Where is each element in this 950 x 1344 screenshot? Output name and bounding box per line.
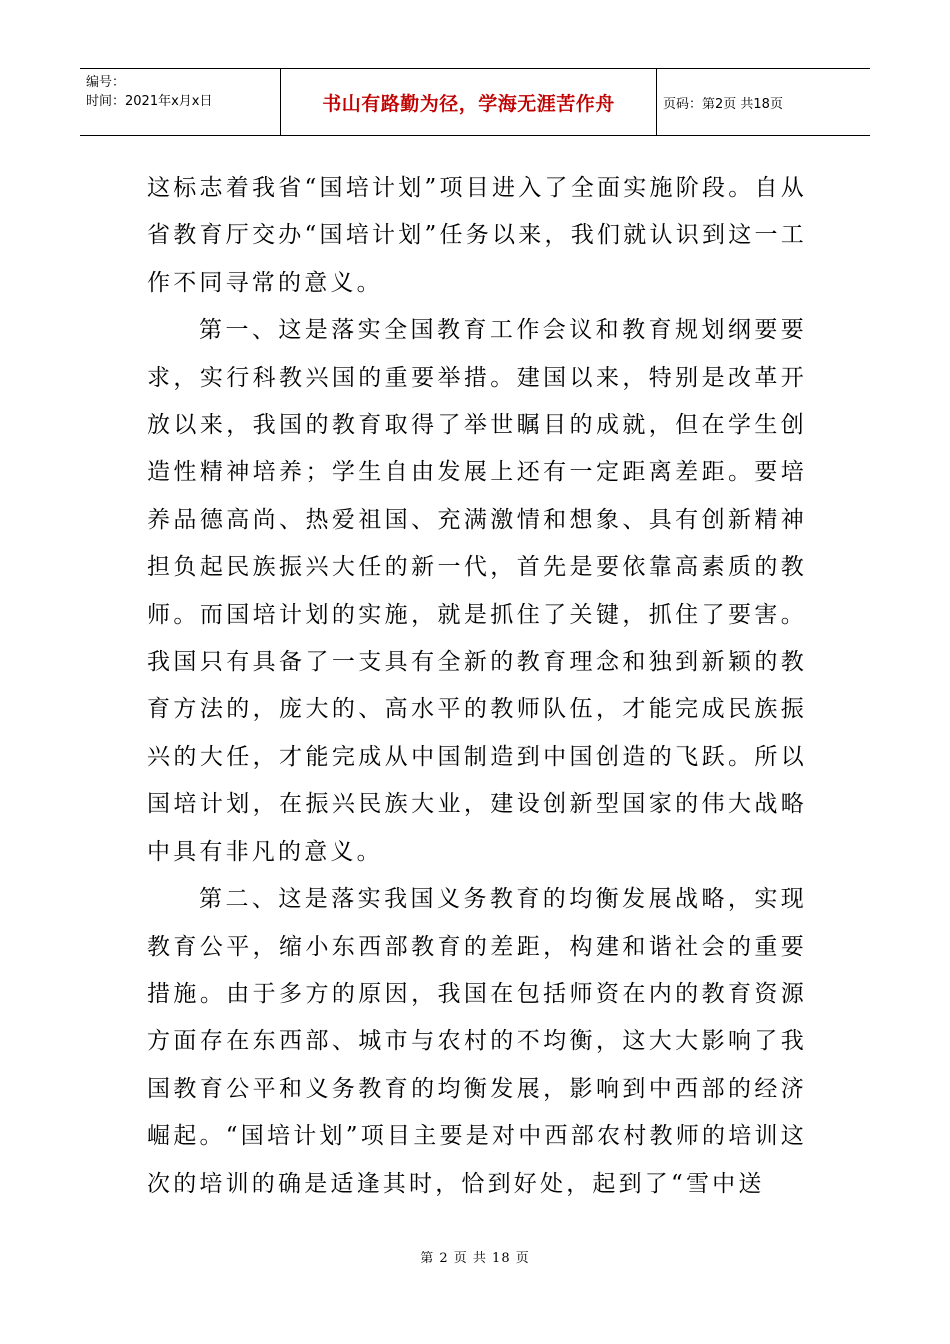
document-date-label: 时间：2021年x月x日 — [86, 94, 213, 109]
header-motto: 书山有路勤为径，学海无涯苦作舟 — [281, 69, 657, 135]
page-footer: 第 2 页 共 18 页 — [420, 1251, 530, 1266]
page-header — [80, 68, 870, 136]
header-meta — [80, 69, 281, 135]
body-paragraph-second-point: 第二、这是落实我国义务教育的均衡发展战略，实现教育公平，缩小东西部教育的差距，构建和谐社会的重要措施。由于多方的原因，我国在包括师资在内的教育资源方面存在东西部、城市与农村的不均衡，这大大影响了我国教育公平和义务教育的均衡发展，影响到中西部的经济崛起。“国培计划”项目主要是对中西部农村教师的培训这次的培训的确是适逢其时，恰到好处，起到了“雪中送 — [147, 886, 807, 1197]
header-page-info: 页码：第2页 共18页 — [663, 96, 783, 112]
document-body — [147, 165, 807, 1208]
document-number-label: 编号： — [86, 75, 126, 90]
body-paragraph-continuation: 这标志着我省“国培计划”项目进入了全面实施阶段。自从省教育厅交办“国培计划”任务以来，我们就认识到这一工作不同寻常的意义。 — [147, 175, 807, 296]
body-paragraph-first-point: 第一、这是落实全国教育工作会议和教育规划纲要要求，实行科教兴国的重要举措。建国以来，特别是改革开放以来，我国的教育取得了举世瞩目的成就，但在学生创造性精神培养；学生自由发展上还有一定距离差距。要培养品德高尚、热爱祖国、充满激情和想象、具有创新精神担负起民族振兴大任的新一代，首先是要依靠高素质的教师。而国培计划的实施，就是抓住了关键，抓住了要害。我国只有具备了一支具有全新的教育理念和独到新颖的教育方法的，庞大的、高水平的教师队伍，才能完成民族振兴的大任，才能完成从中国制造到中国创造的飞跃。所以国培计划，在振兴民族大业，建设创新型国家的伟大战略中具有非凡的意义。 — [147, 317, 807, 865]
